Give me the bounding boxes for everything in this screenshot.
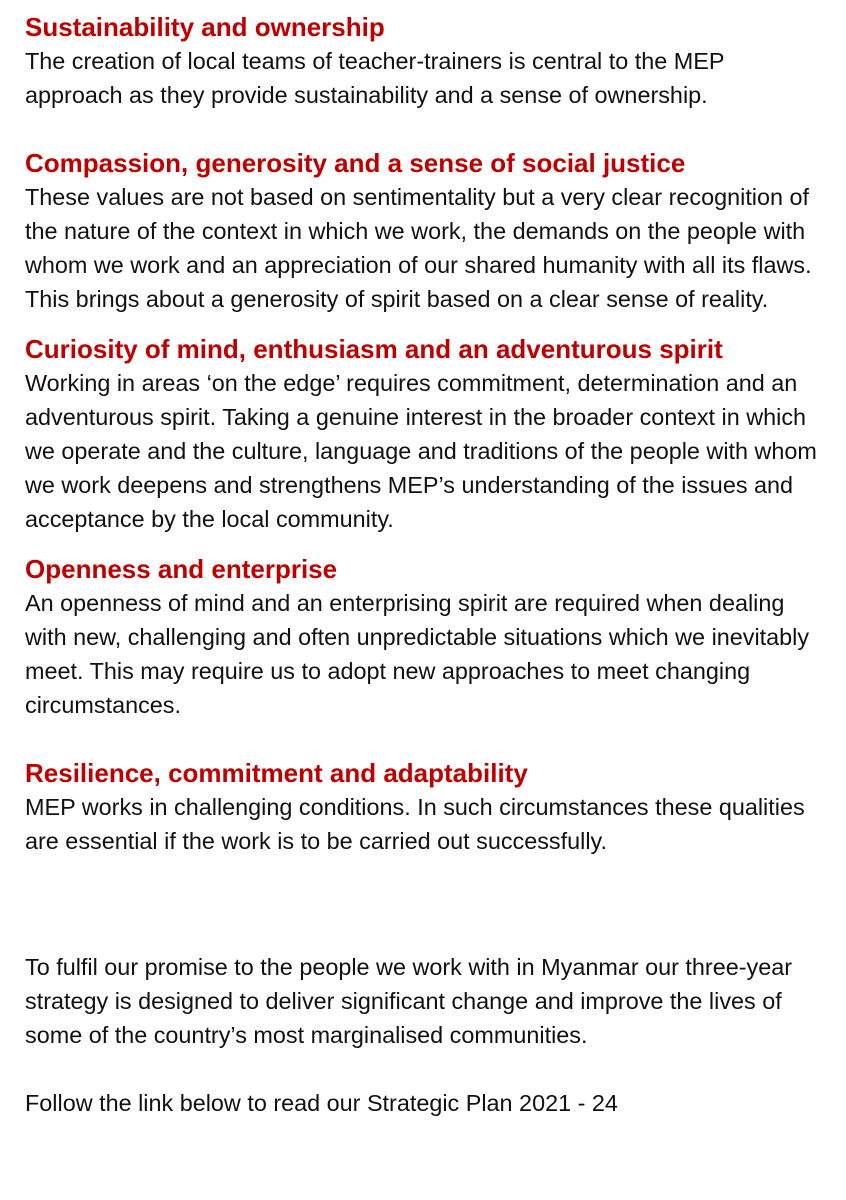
spacer [25,858,825,950]
section-body: The creation of local teams of teacher-trainers is central to the MEP approach as they provide sustainability and a sense of ownership. [25,48,725,108]
section-resilience [25,756,825,858]
section-heading: Curiosity of mind, enthusiasm and an adventurous spirit [25,334,723,364]
section-body: These values are not based on sentimentality but a very clear recognition of the nature of the context in which we work, the demands on the people with whom we work and an appreciation of our shared humanity with all its flaws. This brings about a generosity of spirit based on a clear sense of reality. [25,184,812,312]
section-compassion [25,146,825,316]
document-page [25,10,825,1120]
section-sustainability [25,10,825,112]
section-heading: Compassion, generosity and a sense of social justice [25,148,686,178]
spacer [25,722,825,756]
strategic-plan-link-prompt: Follow the link below to read our Strategic Plan 2021 - 24 [25,1090,618,1116]
spacer [25,536,825,552]
section-heading: Sustainability and ownership [25,12,385,42]
section-openness [25,552,825,722]
section-body: An openness of mind and an enterprising spirit are required when dealing with new, challenging and often unpredictable situations which we inevitably meet. This may require us to adopt new approaches to meet changing circumstances. [25,590,810,718]
section-body: Working in areas ‘on the edge’ requires commitment, determination and an adventurous spirit. Taking a genuine interest in the broader context in which we operate and the culture, language and traditions of the people with whom we work deepens and strengthens MEP’s understanding of the issues and acceptance by the local community. [25,370,817,532]
spacer [25,112,825,146]
section-body: MEP works in challenging conditions. In such circumstances these qualities are essential if the work is to be carried out successfully. [25,794,805,854]
closing-promise: To fulfil our promise to the people we work with in Myanmar our three-year strategy is designed to deliver significant change and improve the lives of some of the country’s most marginalised communities. [25,954,793,1048]
section-curiosity [25,332,825,536]
spacer [25,1052,825,1086]
spacer [25,316,825,332]
section-heading: Openness and enterprise [25,554,338,584]
section-heading: Resilience, commitment and adaptability [25,758,528,788]
